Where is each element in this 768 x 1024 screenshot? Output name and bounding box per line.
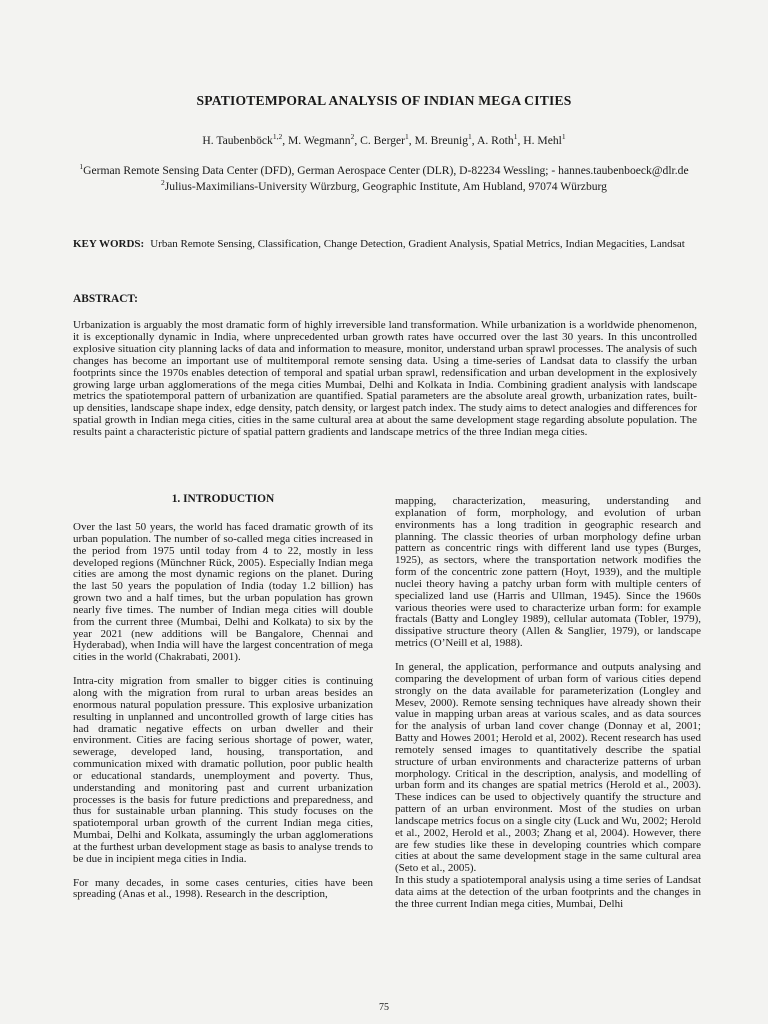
author: M. Wegmann$^2$, xyxy=(287,132,361,147)
page-number: 75 xyxy=(379,1002,389,1013)
paragraph: For many decades, in some cases centuries, cities have been spreading (Anas et al., 1998). Research in the description, xyxy=(73,876,373,901)
paragraph: In general, the application, performance and outputs analysing and comparing the development of urban form of various cities depend strongly on the data available for parameterization (Longley and Mesev, 2000). Remote sensing techniques have already shown their value in mapping urban areas at various scales, and as data sources for the analysis of urban land cover change (Donnay et al, 2001; Batty and Howes 2001; Herold et al, 2002). Recent research has used remotely sensed images to quantitatively describe the spatial structure of urban environments and characterize patterns of urban morphology. Critical in the description, analysis, and modelling of urban form and its changes are spatial metrics (Herold et al., 2003). These indices can be used to objectively quantify the structure and pattern of an urban environment. Most of the studies on urban landscape metrics focus on a single city (Luck and Wu, 2002; Herold et al., 2002, Herold et al., 2003; Zhang et al, 2004). However, there are few studies like these in developing countries which compare cities at about the same development stage in the same cultural area (Seto et al., 2005). xyxy=(395,660,701,875)
abstract-heading: ABSTRACT: xyxy=(73,293,138,305)
author-list xyxy=(0,134,768,147)
paragraph: In this study a spatiotemporal analysis using a time series of Landsat data aims at the detection of the urban footprints and the changes in the three current Indian mega cities, Mumbai, Delhi xyxy=(395,874,701,910)
paragraph: mapping, characterization, measuring, understanding and explanation of form, morphology, and evolution of urban environments has a long tradition in geographic research and planning. The classic theories of urban morphology define urban pattern as concentric rings with different land use types (Burges, 1925), as sectors, where the transportation network modifies the form of the concentric zone pattern (Hoyt, 1939), and the multiple nuclei theory having a patchy urban form with multiple centers of specialized land use (Harris and Ullman, 1945). Since the 1960s various theories were used to characterize urban form: for example fractals (Batty and Longley 1989), cellular automata (Tobler, 1979), dissipative structure theory (Allen & Sanglier, 1979), or landscape metrics (O’Neill et al, 1988). xyxy=(395,495,701,650)
paragraph: Over the last 50 years, the world has faced dramatic growth of its urban population. The number of so-called mega cities increased in the period from 1975 until today from 4 to 22, mostly in less developed regions (Münchner Rück, 2005). Especially Indian mega cities are among the most dynamic regions on the planet. During the last 50 years the population of India (today 1.2 billion) has grown two and a half times, but the urban population has grown nearly five times. The number of Indian mega cities will double from the current three (Mumbai, Delhi and Kolkata) to six by the year 2021 (new additions will be Bangalore, Chennai and Hyderabad), when India will have the largest concentration of mega cities in the world (Chakrabati, 2001). xyxy=(73,521,373,664)
abstract-text: Urbanization is arguably the most dramatic form of highly irreversible land transformation. While urbanization is a worldwide phenomenon, it is exceptionally dynamic in India, where unprecedented urban growth rates have occurred over the last 30 years. In this uncontrolled explosive situation city planning lacks of data and information to measure, monitor, understand urban sprawl processes. The analysis of such changes has become an important use of multitemporal remote sensing data. Using a time-series of Landsat data to classify the urban footprints since the 1970s enables detection of temporal and spatial urban sprawl, redensification and urban development in the explosively growing large urban agglomerations of the mega cities Mumbai, Delhi and Kolkata in India. Combining gradient analysis with landscape metrics the spatiotemporal pattern of urbanization are quantified. Spatial parameters are the absolute areal growth, urbanization rates, built-up densities, landscape shape index, edge density, patch density, or largest patch index. The study aims to detect analogies and differences for spatial growth in Indian mega cities, cities in the same cultural area at about the same development stage regarding absolute population. The results paint a characteristic picture of spatial pattern gradients and landscape metrics of the three Indian mega cities. xyxy=(73,319,697,439)
author: M. Breunig$^1$, xyxy=(414,132,477,147)
affiliation-1: $^1$German Remote Sensing Data Center (DFD), German Aerospace Center (DLR), D-82234 Wessling; - hannes.taubenboeck@dlr.de xyxy=(79,162,689,177)
keywords xyxy=(73,237,703,251)
section-heading-introduction: 1. INTRODUCTION xyxy=(171,493,275,505)
author: H. Mehl$^1$ xyxy=(523,132,566,147)
author: C. Berger$^1$, xyxy=(360,132,415,147)
left-column xyxy=(73,494,373,901)
keywords-label: KEY WORDS: xyxy=(73,238,145,250)
paper-title: SPATIOTEMPORAL ANALYSIS OF INDIAN MEGA CITIES xyxy=(196,93,572,108)
keywords-text: Urban Remote Sensing, Classification, Change Detection, Gradient Analysis, Spatial Metrics, Indian Megacities, Landsat xyxy=(150,238,685,250)
affiliations xyxy=(60,163,708,195)
paragraph: Intra-city migration from smaller to bigger cities is continuing along with the migration from rural to urban areas besides an enormous natural population pressure. This explosive urbanization resulting in unplanned and uncontrolled growth of large cities has had dramatic negative effects on urban dweller and their environment. Cities are facing serious shortage of power, water, sewerage, developed land, housing, transportation, and communication mixed with dramatic pollution, poor public health or educational standards, unemployment and poverty. Thus, understanding and monitoring past and current urbanization processes is the basis for future predictions and preparedness, and thus for sustainable urban planning. This study focuses on the spatiotemporal urban growth of the current Indian mega cities, Mumbai, Delhi and Kolkata, assumingly the urban agglomerations at the furthest urban development stage as basis to analyse trends to be due in incipient mega cities in India. xyxy=(73,675,373,865)
author: H. Taubenböck$^{1,2}$, xyxy=(202,132,288,147)
affiliation-2: $^2$Julius-Maximilians-University Würzburg, Geographic Institute, Am Hubland, 97074 Würzburg xyxy=(161,178,607,193)
right-column xyxy=(395,496,701,911)
author: A. Roth$^1$, xyxy=(476,132,524,147)
